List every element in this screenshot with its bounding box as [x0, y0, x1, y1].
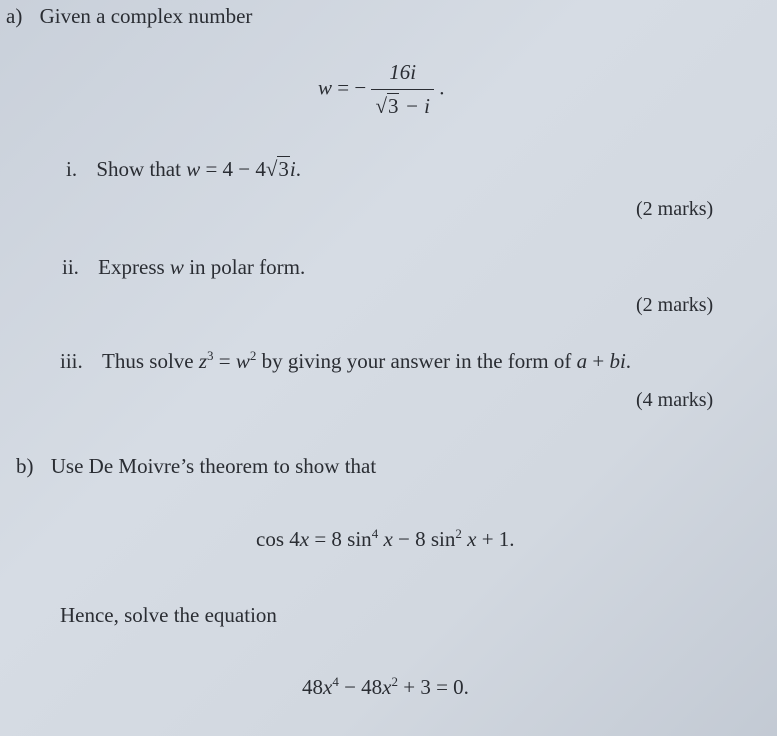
part-a-intro: Given a complex number	[39, 4, 253, 28]
question-a-i	[66, 157, 301, 182]
q-a-iii-end: .	[625, 349, 632, 373]
q-a-iii-number: iii.	[60, 349, 83, 373]
q-a-iii-text-pre: Thus solve	[102, 349, 194, 373]
q-a-iii-bi: bi	[609, 349, 626, 373]
w-def-eq: =	[337, 75, 350, 100]
part-a-heading	[6, 4, 252, 29]
w-def-denominator	[371, 89, 434, 119]
hence-text: Hence, solve the equation	[60, 603, 277, 627]
eq-mid: − 48	[344, 675, 383, 699]
identity-x2: x	[383, 527, 393, 551]
de-moivre-identity	[256, 526, 515, 552]
q-a-i-end: .	[295, 157, 302, 181]
part-b-heading	[16, 454, 376, 479]
w-def-sign: −	[354, 75, 367, 100]
w-def-den-root: 3	[387, 94, 399, 118]
q-a-ii-text-post: in polar form.	[189, 255, 306, 279]
q-a-i-eq: = 4 − 4	[205, 157, 266, 181]
q-a-ii-w: w	[169, 255, 184, 279]
q-a-ii-text-pre: Express	[98, 255, 165, 279]
identity-eq: = 8 sin	[314, 527, 372, 551]
w-def-den-rest: − i	[404, 94, 430, 118]
identity-x3: x	[467, 527, 477, 551]
q-a-i-number: i.	[66, 157, 78, 181]
eq-x1: x	[323, 675, 333, 699]
q-a-i-marks: (2 marks)	[636, 198, 714, 220]
q-a-i-i: i	[289, 157, 296, 181]
w-definition	[318, 60, 445, 119]
w-def-end: .	[439, 75, 445, 100]
q-a-iii-z-exp: 3	[207, 348, 214, 363]
part-b-label: b)	[16, 454, 34, 478]
identity-e2: 2	[455, 526, 462, 541]
q-a-i-root: 3	[278, 157, 289, 181]
q-a-iii-marks: (4 marks)	[636, 389, 714, 411]
identity-e1: 4	[371, 526, 379, 541]
identity-cos: cos 4	[256, 527, 300, 551]
q-a-iii-w: w	[235, 349, 250, 373]
w-def-lhs: w	[318, 75, 333, 100]
identity-mid: − 8 sin	[398, 527, 456, 551]
identity-x1: x	[299, 527, 310, 551]
q-a-iii-plus: +	[592, 349, 605, 373]
question-a-iii	[60, 348, 631, 374]
eq-end: + 3 = 0.	[403, 675, 469, 699]
question-a-ii	[62, 255, 305, 280]
sqrt-icon: √	[265, 157, 278, 181]
q-a-iii-w-exp: 2	[249, 348, 257, 363]
eq-e1: 4	[332, 674, 339, 689]
identity-end: + 1.	[481, 527, 515, 551]
sqrt-icon: √	[375, 94, 387, 118]
eq-e2: 2	[391, 674, 398, 689]
q-a-iii-eq: =	[218, 349, 231, 373]
part-a-label: a)	[6, 4, 23, 28]
eq-c1: 48	[302, 675, 323, 699]
q-a-i-w: w	[186, 157, 201, 181]
eq-x2: x	[382, 675, 392, 699]
quartic-equation	[302, 674, 469, 700]
part-b-intro: Use De Moivre’s theorem to show that	[50, 454, 377, 478]
w-def-fraction	[371, 60, 434, 119]
w-def-numerator: 16i	[389, 60, 417, 84]
q-a-iii-a: a	[576, 349, 588, 373]
q-a-iii-text-post: by giving your answer in the form of	[261, 349, 572, 373]
q-a-i-text: Show that	[96, 157, 181, 181]
q-a-ii-number: ii.	[62, 255, 79, 279]
q-a-ii-marks: (2 marks)	[636, 294, 714, 316]
q-a-iii-z: z	[198, 349, 208, 373]
